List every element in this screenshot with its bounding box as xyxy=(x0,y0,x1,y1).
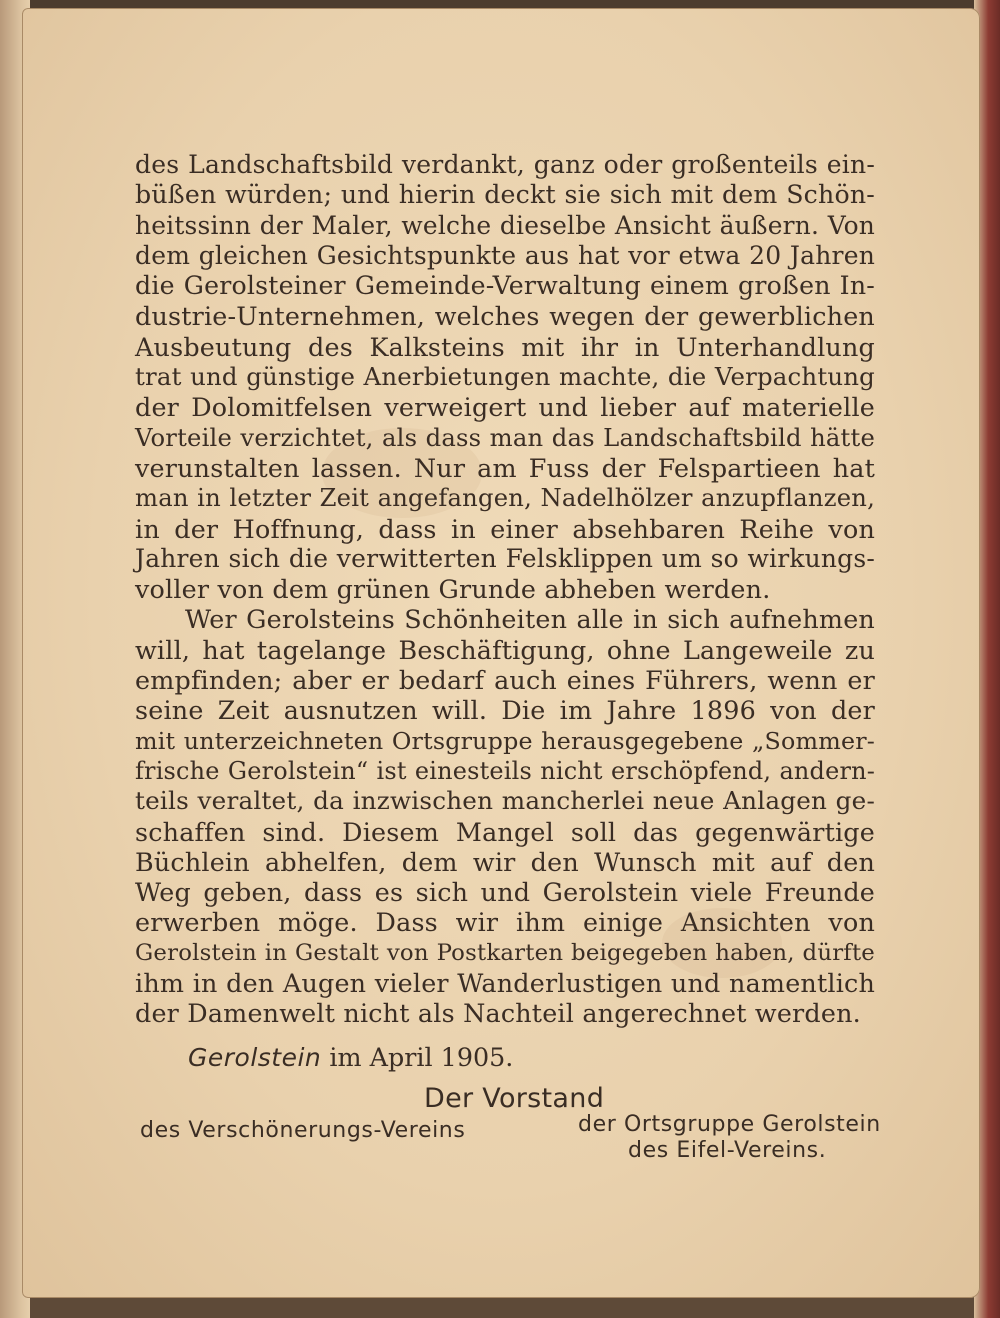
text-line: trat und günstige Anerbietungen machte, die Verpachtung xyxy=(135,362,875,392)
text-line: heitssinn der Maler, welche dieselbe Ansicht äußern. Von xyxy=(135,210,875,240)
text-line: Gerolstein in Gestalt von Postkarten beigegeben haben, dürfte xyxy=(135,939,875,966)
text-line: Jahren sich die verwitterten Felsklippen um so wirkungs- xyxy=(135,543,875,573)
text-line: ihm in den Augen vieler Wanderlustigen und namentlich xyxy=(135,968,875,999)
text-line: will, hat tagelange Beschäftigung, ohne Langeweile zu xyxy=(135,634,875,665)
text-line: der Damenwelt nicht als Nachteil angerechnet werden. xyxy=(135,998,861,1029)
signature-title: Der Vorstand xyxy=(424,1083,605,1114)
paragraph-1 xyxy=(135,150,875,604)
text-line: die Gerolsteiner Gemeinde-Verwaltung einem großen In- xyxy=(135,271,875,301)
text-line: empfinden; aber er bedarf auch eines Führers, wenn er xyxy=(135,665,875,696)
dateline-place: Gerolstein xyxy=(188,1043,322,1072)
text-line: man in letzter Zeit angefangen, Nadelhölzer anzupflanzen, xyxy=(135,483,875,513)
text-line: verunstalten lassen. Nur am Fuss der Felspartieen hat xyxy=(135,452,875,483)
text-line: Büchlein abhelfen, dem wir den Wunsch mit auf den xyxy=(135,846,875,877)
signature-right-line1: der Ortsgruppe Gerolstein xyxy=(578,1112,881,1137)
dateline-date: im April 1905. xyxy=(329,1042,514,1072)
text-line: frische Gerolstein“ ist einesteils nicht erschöpfend, andern- xyxy=(135,756,875,785)
text-line: des Landschaftsbild verdankt, ganz oder großenteils ein- xyxy=(135,150,875,179)
text-line: Ausbeutung des Kalksteins mit ihr in Unterhandlung xyxy=(135,331,875,362)
text-line: mit unterzeichneten Ortsgruppe herausgegebene „Sommer- xyxy=(135,726,875,755)
body-text xyxy=(135,150,875,1029)
text-line: voller von dem grünen Grunde abheben werden. xyxy=(135,574,771,605)
text-line: büßen würden; und hierin deckt sie sich mit dem Schön- xyxy=(135,180,875,210)
signature-right-line2: des Eifel-Vereins. xyxy=(628,1138,827,1163)
text-line: dem gleichen Gesichtspunkte aus hat vor etwa 20 Jahren xyxy=(135,240,875,270)
signature-left: des Verschönerungs-Vereins xyxy=(140,1118,466,1143)
dateline xyxy=(188,1042,513,1072)
text-line: der Dolomitfelsen verweigert und lieber auf materielle xyxy=(135,392,875,423)
text-line: erwerben möge. Dass wir ihm einige Ansichten von xyxy=(135,907,875,938)
text-line: Weg geben, dass es sich und Gerolstein viele Freunde xyxy=(135,877,875,908)
text-line: dustrie-Unternehmen, welches wegen der gewerblichen xyxy=(135,301,875,332)
paragraph-2 xyxy=(135,604,875,1028)
text-line: in der Hoffnung, dass in einer absehbaren Reihe von xyxy=(135,513,875,544)
text-line: teils veraltet, da inzwischen mancherlei neue Anlagen ge- xyxy=(135,786,875,816)
text-line: schaffen sind. Diesem Mangel soll das gegenwärtige xyxy=(135,816,875,847)
text-line: Wer Gerolsteins Schönheiten alle in sich aufnehmen xyxy=(185,604,875,635)
text-line: seine Zeit ausnutzen will. Die im Jahre 1896 von der xyxy=(135,695,875,726)
text-line: Vorteile verzichtet, als dass man das Landschaftsbild hätte xyxy=(135,422,875,452)
